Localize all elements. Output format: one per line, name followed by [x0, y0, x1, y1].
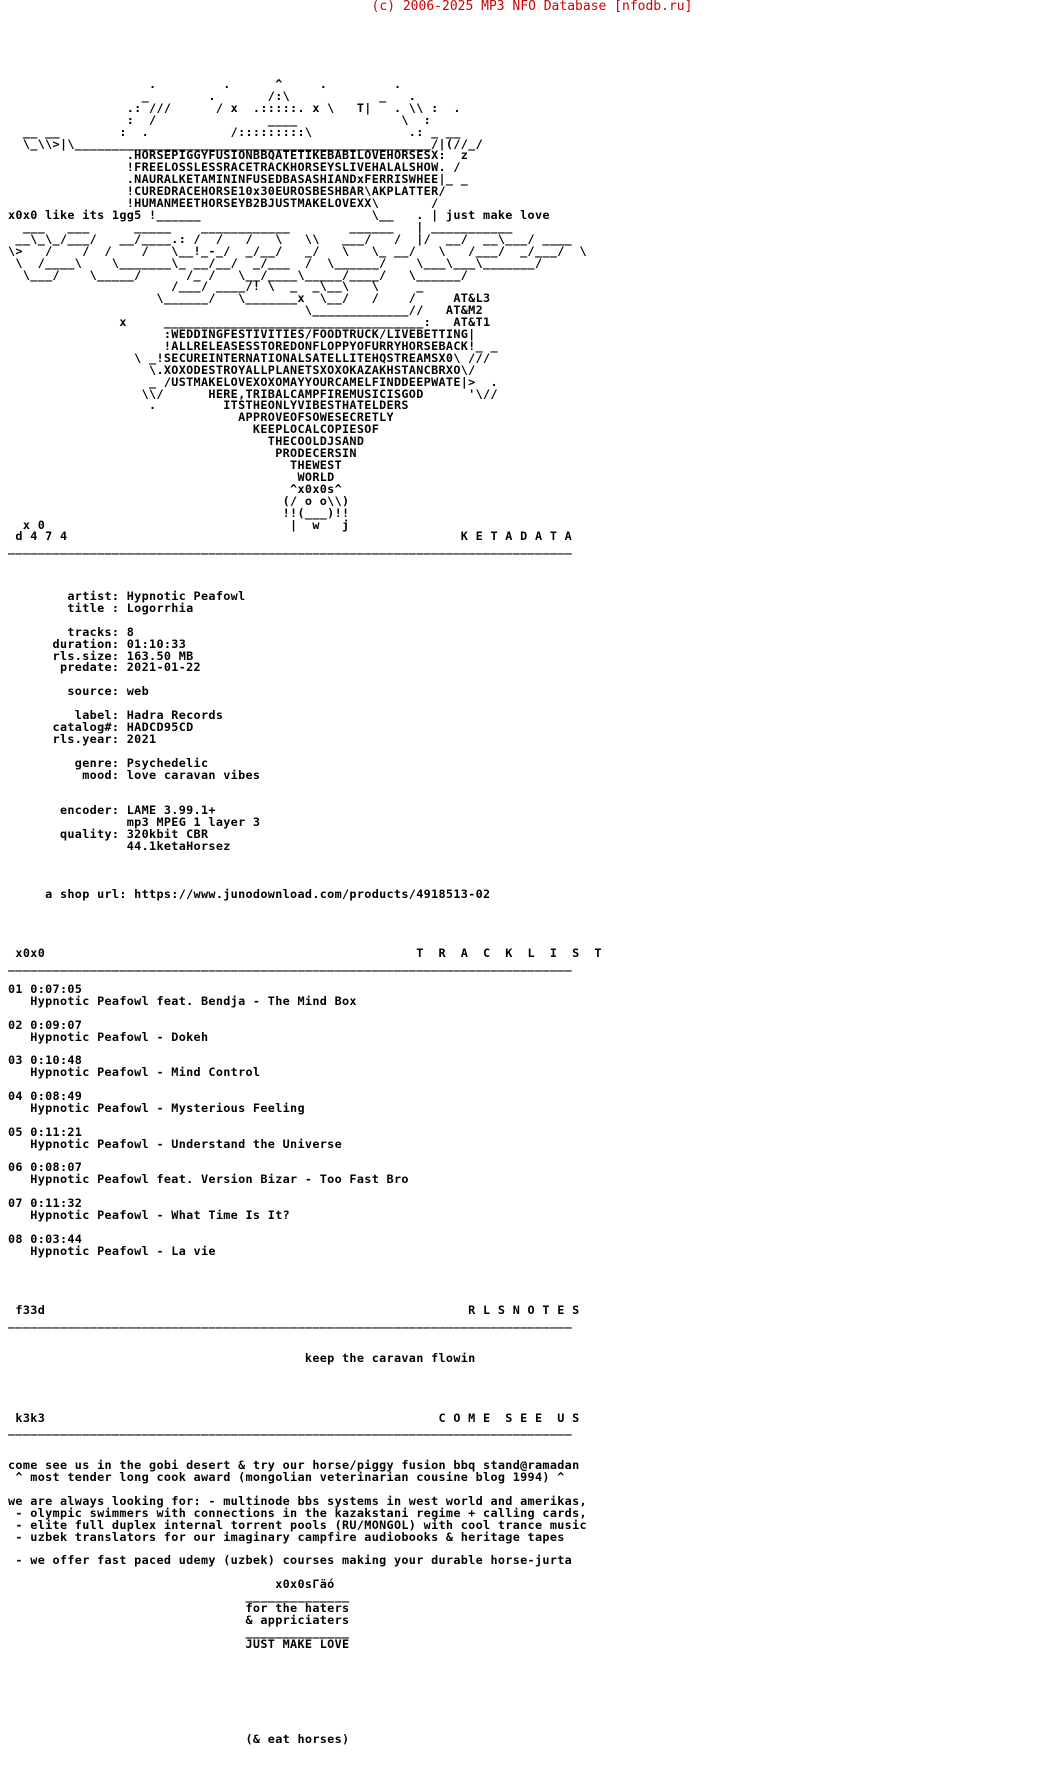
nfo-line: Hypnotic Peafowl - Understand the Universe	[8, 1136, 343, 1151]
nfo-line: 44.1ketaHorsez	[8, 839, 231, 853]
nfo-line: for the haters	[8, 1601, 350, 1615]
nfo-line: x ___________________________________: AT&T1	[8, 315, 491, 330]
nfo-line: mp3 MPEG 1 layer 3	[8, 815, 261, 830]
nfo-line: WORLD	[8, 469, 335, 484]
nfo-line: we are always looking for: - multinode bbs systems in west world and amerikas,	[8, 1493, 587, 1508]
nfo-line: !HUMANMEETHORSEYB2BJUSTMAKELOVEXX\ /	[8, 196, 439, 211]
nfo-line: predate: 2021-01-22	[8, 660, 201, 675]
nfo-line: !FREELOSSLESSRACETRACKHORSEYSLIVEHALALSHOW. /	[8, 160, 461, 175]
nfo-line: ____________________________________________________________________________	[8, 958, 573, 973]
nfo-line: !CUREDRACEHORSE10x30EUROSBESHBAR\AKPLATTER/	[8, 184, 446, 199]
nfo-line: 03 0:10:48	[8, 1053, 83, 1068]
nfo-line: d 4 7 4 K E T A D A T A	[8, 529, 573, 544]
nfo-line: ^ most tender long cook award (mongolian veterinarian cousine blog 1994) ^	[8, 1470, 565, 1485]
nfo-line: Hypnotic Peafowl - What Time Is It?	[8, 1208, 291, 1223]
nfo-line: - uzbek translators for our imaginary campfire audiobooks & heritage tapes	[8, 1529, 565, 1544]
nfo-line: x0x0 like its 1gg5 !______ \__ . | just make love	[8, 207, 550, 222]
nfo-line: (& eat horses)	[8, 1731, 350, 1746]
nfo-line: 06 0:08:07	[8, 1160, 83, 1175]
nfo-text-body	[8, 79, 1058, 1746]
nfo-line: \ /____\ \_______\_ __/__/ _/___ / \______/ \___\___\_______/	[8, 255, 543, 270]
nfo-line: title : Logorrhia	[8, 600, 194, 615]
nfo-line: ___ ___ _____ ____________ ______ | ___________	[8, 219, 513, 234]
nfo-line: \___/ \_____/ /_ / \__/____\_____/____/ \______/	[8, 267, 469, 282]
nfo-document	[8, 79, 1058, 1746]
nfo-line: genre: Psychedelic	[8, 755, 209, 770]
nfo-line: 07 0:11:32	[8, 1196, 83, 1211]
nfo-line: \.XOXODESTROYALLPLANETSXOXOKAZAKHSTANCBRXO\/	[8, 362, 476, 377]
nfo-line: 08 0:03:44	[8, 1231, 83, 1246]
nfo-line: :WEDDINGFESTIVITIES/FOODTRUCK/LIVEBETTING|	[8, 327, 476, 342]
nfo-line: Hypnotic Peafowl feat. Bendja - The Mind Box	[8, 993, 357, 1008]
nfo-line: x0x0 T R A C K L I S T	[8, 946, 602, 961]
nfo-line: . ITSTHEONLYVIBESTHATELDERS	[8, 398, 409, 413]
nfo-line: tracks: 8	[8, 624, 135, 639]
nfo-line: .NAURALKETAMININFUSEDBASASHIANDxFERRISWHEE|_ _	[8, 172, 469, 187]
nfo-line: encoder: LAME 3.99.1+	[8, 803, 216, 818]
nfo-line: Hypnotic Peafowl - La vie	[8, 1243, 216, 1258]
nfo-line: __\_\_/___/ __/____.: / / / \ \\ ___/ / |/ __/ __\___/ ____	[8, 231, 573, 246]
nfo-line: THEWEST	[8, 458, 343, 472]
nfo-line: !!(___)!!	[8, 505, 350, 520]
nfo-line: /___/ ____/! \ _ _\__\ \ _	[8, 279, 424, 294]
nfo-line: duration: 01:10:33	[8, 636, 187, 651]
nfo-line: . . ^ . .	[8, 79, 402, 91]
nfo-line: Hypnotic Peafowl - Dokeh	[8, 1029, 209, 1044]
nfo-line: - elite full duplex internal torrent pools (RU/MONGOL) with cool trance music	[8, 1517, 587, 1532]
nfo-line: a shop url: https://www.junodownload.com/products/4918513-02	[8, 886, 491, 901]
nfo-line: __ __ : . /:::::::::\ .: _ __	[8, 124, 461, 139]
nfo-line: .: /// / x .:::::. x \ T| . \\ : .	[8, 100, 461, 115]
nfo-line: ^x0x0s^	[8, 481, 343, 496]
nfo-line: ______________	[8, 1624, 350, 1639]
nfo-line: x 0 | w j	[8, 517, 350, 532]
nfo-line: ____________________________________________________________________________	[8, 541, 573, 556]
nfo-line: \______/ \_______x \__/ / / AT&L3	[8, 291, 491, 306]
nfo-line: 01 0:07:05	[8, 981, 83, 996]
nfo-line: ______________	[8, 1589, 350, 1604]
nfo-line: quality: 320kbit CBR	[8, 827, 209, 842]
nfo-line: rls.size: 163.50 MB	[8, 648, 194, 663]
nfo-line: - olympic swimmers with connections in the kazakstani regime + calling cards,	[8, 1505, 587, 1520]
nfo-line: catalog#: HADCD95CD	[8, 719, 194, 734]
nfo-line: come see us in the gobi desert & try our horse/piggy fusion bbq stand@ramadan	[8, 1458, 580, 1473]
nfo-line: Hypnotic Peafowl - Mysterious Feeling	[8, 1100, 305, 1115]
nfo-line: f33d R L S N O T E S	[8, 1303, 580, 1318]
nfo-line: .HORSEPIGGYFUSIONBBQATETIKEBABILOVEHORSESX: z	[8, 148, 469, 163]
nfo-line: x0x0sГäó	[8, 1577, 335, 1592]
nfo-line: Hypnotic Peafowl - Mind Control	[8, 1065, 261, 1080]
nfo-line: (/ o o\\)	[8, 493, 350, 508]
nfo-line: Hypnotic Peafowl feat. Version Bizar - Too Fast Bro	[8, 1172, 409, 1187]
nfo-line: source: web	[8, 684, 150, 699]
nfo-line: PRODECERSIN	[8, 446, 357, 461]
nfo-line: & appriciaters	[8, 1612, 350, 1627]
nfo-line: mood: love caravan vibes	[8, 767, 261, 782]
nfo-line: JUST MAKE LOVE	[8, 1636, 350, 1651]
nfo-line: rls.year: 2021	[8, 731, 157, 746]
nfo-line: \ _!SECUREINTERNATIONALSATELLITEHQSTREAMSX0\ ///	[8, 350, 491, 365]
nfo-line: 05 0:11:21	[8, 1124, 83, 1139]
nfo-line: _ . /:\ _ .	[8, 88, 417, 103]
nfo-line: \\/ HERE,TRIBALCAMPFIREMUSICISGOD '\//	[8, 386, 498, 401]
nfo-line: 04 0:08:49	[8, 1089, 83, 1104]
nfo-line: keep the caravan flowin	[8, 1350, 476, 1365]
nfo-line: label: Hadra Records	[8, 708, 224, 723]
nfo-line: - we offer fast paced udemy (uzbek) courses making your durable horse-jurta	[8, 1553, 573, 1568]
nfo-line: \_\\>|\________________________________________________/|(//_/	[8, 136, 484, 151]
nfo-line: ____________________________________________________________________________	[8, 1422, 573, 1437]
nfo-line: 02 0:09:07	[8, 1017, 83, 1032]
nfo-line: \> / / / / \__!_-_/ _/__/ _/ \ \_ __/ \ /___/ _/___/ \	[8, 243, 587, 258]
nfo-line: k3k3 C O M E S E E U S	[8, 1410, 580, 1425]
nfo-line: THECOOLDJSAND	[8, 434, 365, 449]
nfo-line: artist: Hypnotic Peafowl	[8, 588, 246, 603]
nfo-line: : / ____ \ :	[8, 112, 432, 127]
nfo-line: KEEPLOCALCOPIESOF	[8, 422, 380, 437]
nfo-line: ____________________________________________________________________________	[8, 1315, 573, 1330]
nfo-line: _ /USTMAKELOVEXOXOMAYYOURCAMELFINDDEEPWATE|> .	[8, 374, 498, 389]
nfodb-copyright-header: (c) 2006-2025 MP3 NFO Database [nfodb.ru]	[371, 0, 693, 14]
nfo-line: APPROVEOFSOWESECRETLY	[8, 410, 394, 425]
nfo-line: !ALLRELEASESSTOREDONFLOPPYOFURRYHORSEBACK!_ _	[8, 338, 498, 353]
nfo-line: \_____________// AT&M2	[8, 303, 484, 318]
